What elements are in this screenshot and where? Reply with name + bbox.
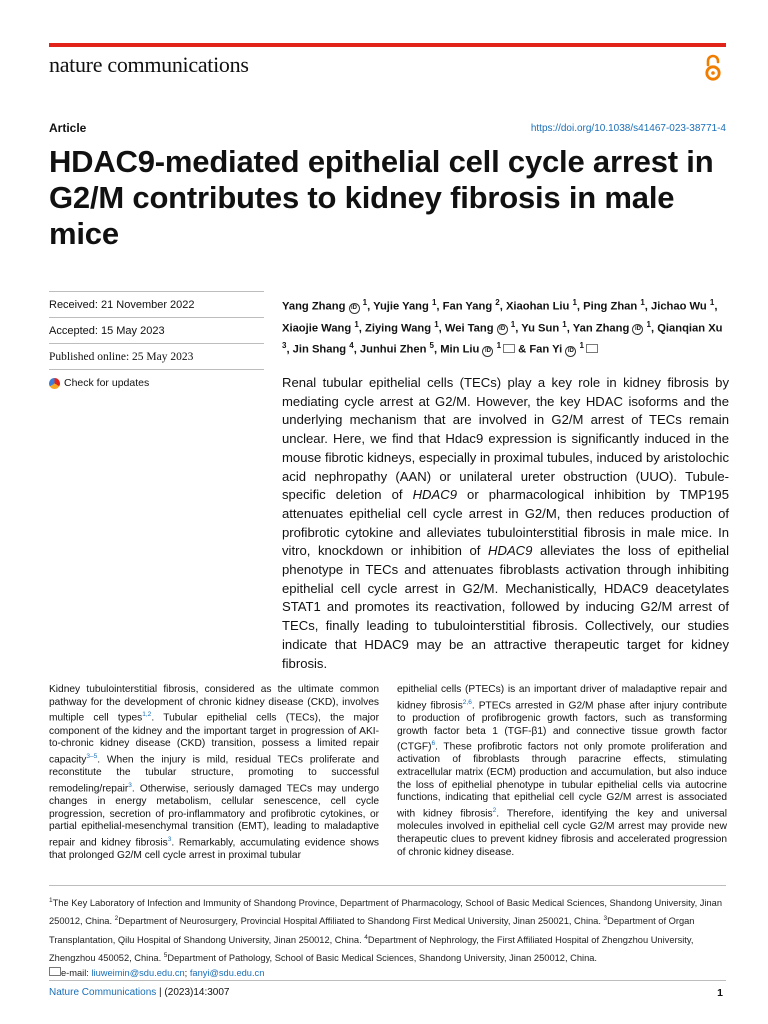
accepted-date: Accepted: 15 May 2023 <box>49 317 264 343</box>
author-list: Yang Zhang iD $^1$, Yujie Yang $^1$, Fan Yang $^2$, Xiaohan Liu $^1$, Ping Zhan $^1$, Jichao Wu $^1$, Xiaojie Wang $^1$, Ziying Wang $^1$, Wei Tang iD $^1$, Yu Sun $^1$, Yan Zhang iD $^1$, Qianqian Xu $^3$, Jin Shang $^4$, Junhui Zhen $^5$, Min Liu iD $^1$ & Fan Yi iD $^1$ <box>282 298 723 357</box>
affiliations-text: Department of Neurosurgery, Provincial Hospital Affiliated to Shandong First Medical University, Jinan 250021, China. <box>118 916 604 927</box>
article-type: Article <box>49 121 87 135</box>
author-affiliation: 1 <box>431 298 437 307</box>
body_right-ref[interactable]: 2 <box>492 807 497 815</box>
author-affiliation: 2 <box>495 298 500 307</box>
body_left-ref[interactable]: 1,2 <box>142 711 152 719</box>
author-affiliation: 4 <box>349 341 354 351</box>
orcid-icon[interactable]: iD <box>632 324 643 335</box>
abstract-italic: HDAC9 <box>412 487 457 503</box>
author-name[interactable]: Min Liu <box>440 344 480 357</box>
body_right-text: . These profibrotic factors not only promote proliferation and activation of fibroblasts through paracrine effects, stimulating extracellular matrix (ECM) production and accumulation, but also induce the loss of epithelial phenotype in tubular epithelial cells via autocrine functions, indicating that epithelial cell cycle G2/M arrest is associated with kidney fibrosis <box>397 741 727 820</box>
author-name[interactable]: Junhui Zhen <box>359 344 427 357</box>
author-name[interactable]: Xiaohan Liu <box>505 300 570 313</box>
affiliations-ref[interactable]: 2 <box>114 915 119 923</box>
author-affiliation: 1 <box>354 319 359 329</box>
author-affiliation: 1 <box>572 298 577 307</box>
body_left-ref[interactable]: 3–5 <box>86 752 98 760</box>
received-date: Received: 21 November 2022 <box>49 291 264 317</box>
body_left-text: . Remarkably, accumulating evidence shows that prolonged G2/M cell cycle arrest in proximal tubular <box>49 837 379 861</box>
published-date: Published online: 25 May 2023 <box>49 343 264 369</box>
abstract <box>282 374 729 673</box>
author-name[interactable]: Xiaojie Wang <box>282 322 352 335</box>
footer-journal[interactable]: Nature Communications <box>49 987 157 998</box>
affiliations-text: Department of Organ Transplantation, Qilu Hospital of Shandong University, Jinan 250012, China. <box>49 916 695 945</box>
abstract-text: alleviates the loss of epithelial phenotype in TECs and attenuates fibroblasts activation through inhibiting epithelial cell cycle arrest in G2/M. Mechanistically, HDAC9 deacetylates STAT1 and promotes its reactivation, followed by inducing G2/M arrest of TECs, finally leading to tubulointerstitial fibrosis. Collectively, our studies indicate that HDAC9 may be an attractive therapeutic target for kidney fibrosis. <box>282 543 729 671</box>
body_right-ref[interactable]: 6 <box>431 740 436 748</box>
author-name[interactable]: Qianqian Xu <box>657 322 723 335</box>
top-rule <box>49 43 726 47</box>
affiliations-ref[interactable]: 1 <box>49 897 53 904</box>
author-name[interactable]: Yujie Yang <box>373 300 429 313</box>
email-link[interactable]: liuweimin@sdu.edu.cn <box>91 968 185 979</box>
author-name[interactable]: Fan Yi <box>529 344 563 357</box>
email-link[interactable]: fanyi@sdu.edu.cn <box>189 968 265 979</box>
body_left-ref[interactable]: 3 <box>167 835 172 843</box>
footer-citation-block <box>49 987 229 998</box>
affiliations-ref[interactable]: 4 <box>364 933 368 941</box>
author-affiliation: 3 <box>282 341 287 351</box>
footer-rule <box>49 980 726 981</box>
author-name[interactable]: Yang Zhang <box>282 300 346 313</box>
body_right-ref[interactable]: 2,6 <box>462 698 472 706</box>
affiliations-text: Department of Nephrology, the First Affiliated Hospital of Zhengzhou University, Zhengzhou 450052, China. <box>49 934 694 963</box>
body_left-ref[interactable]: 3 <box>128 781 132 789</box>
author-name[interactable]: Yu Sun <box>521 322 560 335</box>
affiliations-rule <box>49 885 726 886</box>
body-column-left <box>49 684 379 863</box>
author-affiliation: 1 <box>709 298 715 307</box>
mail-icon[interactable] <box>503 344 515 353</box>
mail-icon[interactable] <box>586 344 598 353</box>
author-name[interactable]: Wei Tang <box>444 322 494 335</box>
affiliations: $^1$The Key Laboratory of Infection and Immunity of Shandong Province, Department of Pharmacology, School of Basic Medical Sciences, Shandong University, Jinan 250012, China. $^2$Department of Neurosurgery, Provincial Hospital Affiliated to Shandong First Medical University, Jinan 250021, China. $^3$Department of Organ Transplantation, Qilu Hospital of Shandong University, Jinan 250012, China. $^4$Department of Nephrology, the First Affiliated Hospital of Zhengzhou University, Zhengzhou 450052, China. $^5$Department of Pathology, School of Basic Medical Sciences, Shandong University, Jinan 250012, China. e-mail: liuweimin@sdu.edu.cn; fanyi@sdu.edu.cn <box>49 897 723 979</box>
footer-citation: | (2023)14:3007 <box>159 987 230 998</box>
mail-icon <box>49 967 61 976</box>
author-affiliation: 1 <box>562 319 567 329</box>
email-prefix: e-mail: <box>61 968 92 979</box>
doi-link[interactable]: https://doi.org/10.1038/s41467-023-38771-4 <box>530 123 726 134</box>
body_left-text: Kidney tubulointerstitial fibrosis, considered as the ultimate common pathway for the development of chronic kidney disease (CKD), involves multiple cell types <box>49 684 379 724</box>
author-name[interactable]: Yan Zhang <box>572 322 630 335</box>
abstract-italic: HDAC9 <box>488 543 533 559</box>
author-affiliation: 1 <box>434 319 439 329</box>
author-affiliation: 1 <box>510 319 516 329</box>
orcid-icon[interactable]: iD <box>482 346 493 357</box>
article-title: HDAC9-mediated epithelial cell cycle arrest in G2/M contributes to kidney fibrosis in male mice <box>49 144 714 251</box>
body_left-text: . Otherwise, seriously damaged TECs may undergo changes in energy metabolism, cellular senescence, cell cycle progression, secretion of pro-inflammatory and profibrotic cytokines, or partial epithelial-mesenchymal transition (EMT), leading to maladaptive repair and kidney fibrosis <box>49 783 379 849</box>
orcid-icon[interactable]: iD <box>497 324 508 335</box>
orcid-icon[interactable]: iD <box>565 346 576 357</box>
affiliations-text: Department of Pathology, School of Basic Medical Sciences, Shandong University, Jinan 250012, China. <box>167 952 597 963</box>
check-updates-label: Check for updates <box>64 377 150 389</box>
author-name[interactable]: Ziying Wang <box>365 322 432 335</box>
body_left-text: . Tubular epithelial cells (TECs), the major component of the kidney and the important target in progression of AKI-to-chronic kidney disease (CKD) transition, possess a limited repair capacity <box>49 712 379 766</box>
body_right-text: . PTECs arrested in G2/M phase after injury contribute to production of profibrogenic growth factors, such as transforming growth factor beta 1 (TGF-β1) and connective tissue growth factor (CTGF) <box>397 700 727 753</box>
abstract-text: or pharmacological inhibition by TMP195 attenuates epithelial cell cycle arrest in G2/M, then reduces production of profibrotic cytokine and alleviates tubulointerstitial fibrosis in male mice. In vitro, knockdown or inhibition of <box>282 487 729 559</box>
journal-name: nature communications <box>49 52 249 77</box>
author-affiliation: 1 <box>579 341 584 351</box>
author-name[interactable]: Fan Yang <box>442 300 493 313</box>
affiliations-text: The Key Laboratory of Infection and Immunity of Shandong Province, Department of Pharmacology, School of Basic Medical Sciences, Shandong University, Jinan 250012, China. <box>49 898 723 927</box>
author-affiliation: 1 <box>640 298 645 307</box>
abstract-text: Renal tubular epithelial cells (TECs) play a key role in kidney fibrosis by mediating cycle arrest at G2/M. However, the key HDAC isoforms and the underlying mechanism that are involved in G2/M arrest of TECs remain unclear. Here, we find that Hdac9 expression is significantly induced in the mouse fibrotic kidneys, especially in proximal tubules, induced by aristolochic acid nephropathy (AAN) or unilateral ureter obstruction (UUO). Tubule-specific deletion of <box>282 375 729 503</box>
dates-panel <box>49 291 264 395</box>
page-number: 1 <box>717 987 723 999</box>
author-affiliation: 1 <box>646 319 651 329</box>
orcid-icon[interactable]: iD <box>349 303 360 314</box>
affiliations-ref[interactable]: 5 <box>163 951 168 959</box>
body_left-text: . When the injury is mild, residual TECs proliferate and reconstitute the tubular structure, promoting to successful remodeling/repair <box>49 754 379 795</box>
body-column-right <box>397 684 727 859</box>
author-name[interactable]: Ping Zhan <box>583 300 638 313</box>
author-name[interactable]: Jin Shang <box>292 344 347 357</box>
open-access-icon <box>704 54 722 82</box>
author-affiliation: 1 <box>362 298 368 307</box>
author-name[interactable]: Jichao Wu <box>651 300 707 313</box>
author-affiliation: 5 <box>429 341 434 351</box>
check-updates-button[interactable] <box>49 369 264 395</box>
body_right-text: epithelial cells (PTECs) is an important driver of maladaptive repair and kidney fibrosis <box>397 684 727 712</box>
affiliations-ref[interactable]: 3 <box>603 915 608 923</box>
check-updates-icon <box>49 378 60 389</box>
body_right-text: . Therefore, identifying the key and universal molecules involved in epithelial cell cycle G2/M arrest may provide new therapeutic clues to prevent kidney fibrosis and accelerated progression of chronic kidney disease. <box>397 808 727 858</box>
author-affiliation: 1 <box>496 341 502 351</box>
